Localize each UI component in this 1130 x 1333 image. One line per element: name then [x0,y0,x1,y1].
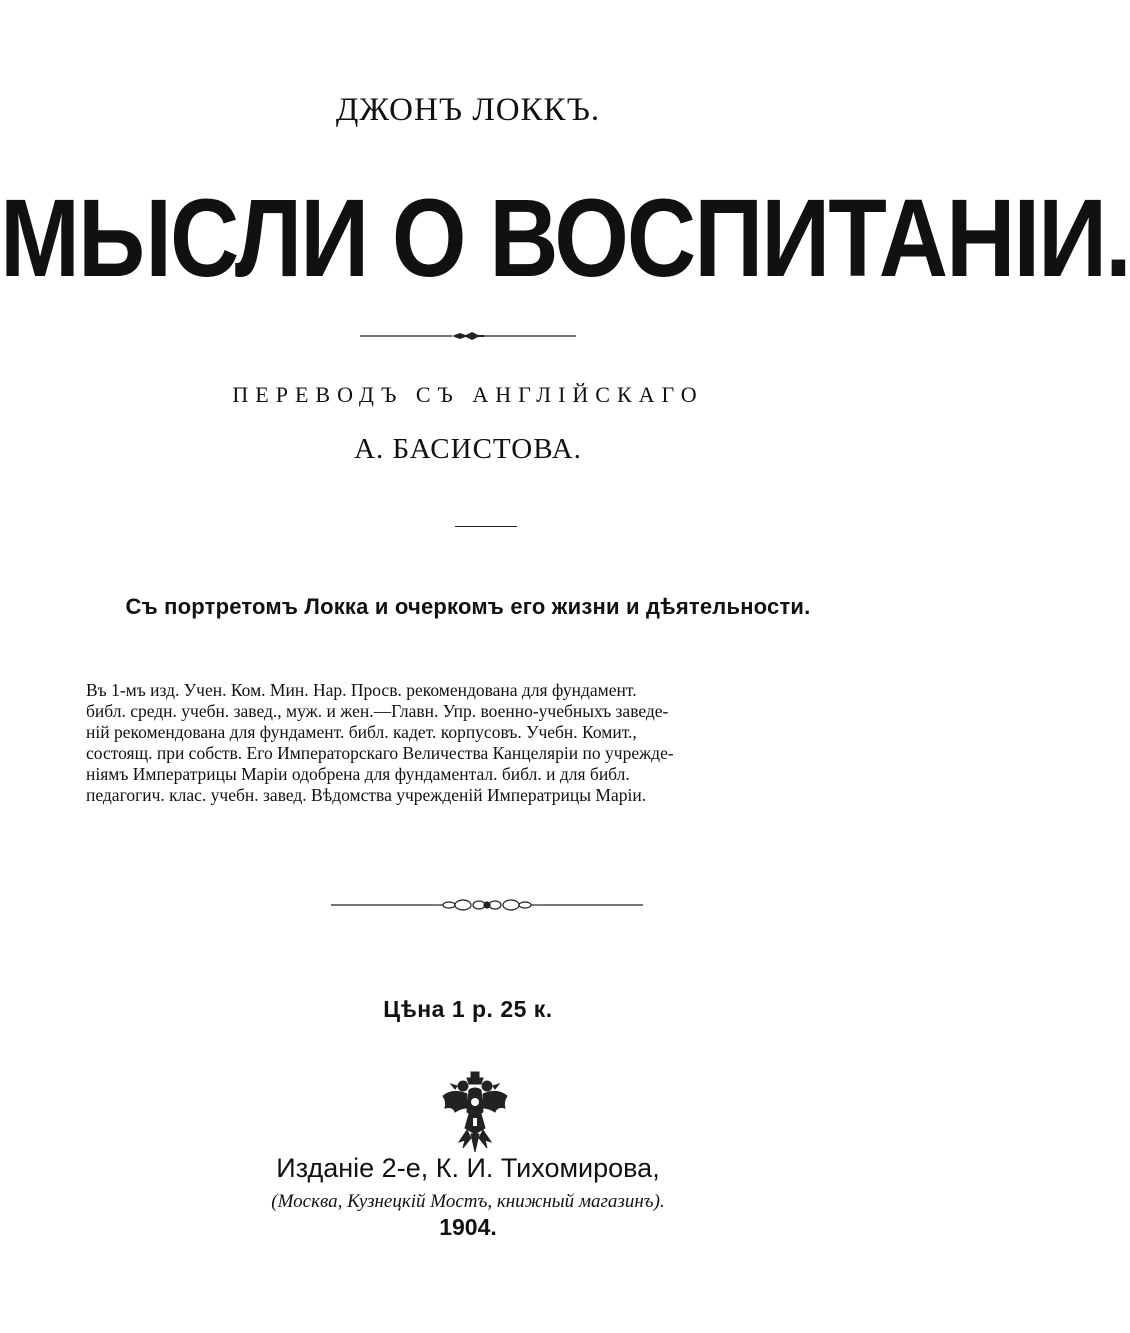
approval-line: ній рекомендована для фундамент. библ. кадет. корпусовъ. Учебн. Комит., [86,722,637,742]
approval-line: педагогич. клас. учебн. завед. Вѣдомства учрежденій Императрицы Маріи. [86,785,647,805]
edition-publisher: Изданіе 2-е, К. И. Тихомирова, [276,1153,660,1183]
translation-line: ПЕРЕВОДЪ СЪ АНГЛІЙСКАГО [232,382,704,407]
approval-line: Въ 1-мъ изд. Учен. Ком. Мин. Нар. Просв. рекомендована для фундамент. [86,680,637,700]
book-title: МЫСЛИ О ВОСПИТАНІИ. [0,177,1130,301]
double-headed-eagle-emblem [441,1072,509,1154]
divider-rule [455,526,517,527]
approval-line: ніямъ Императрицы Маріи одобрена для фундаментал. библ. и для библ. [86,764,630,784]
publisher-address: (Москва, Кузнецкій Мостъ, книжный магазинъ). [271,1191,665,1212]
translator-name: А. БАСИСТОВА. [354,433,582,465]
price: Цѣна 1 р. 25 к. [383,996,553,1022]
approval-note [86,680,852,806]
approval-line: библ. средн. учебн. завед., муж. и жен.—Главн. Упр. военно-учебныхъ заведе- [86,701,669,721]
ornament-rule-bottom [331,897,643,913]
ornament-rule-top [360,330,576,342]
approval-line: состоящ. при собств. Его Императорскаго Величества Канцеляріи по учрежде- [86,743,674,763]
portrait-note: Съ портретомъ Локка и очеркомъ его жизни и дѣятельности. [125,594,811,619]
author-name: ДЖОНЪ ЛОККЪ. [335,92,601,128]
publication-year: 1904. [439,1214,497,1240]
